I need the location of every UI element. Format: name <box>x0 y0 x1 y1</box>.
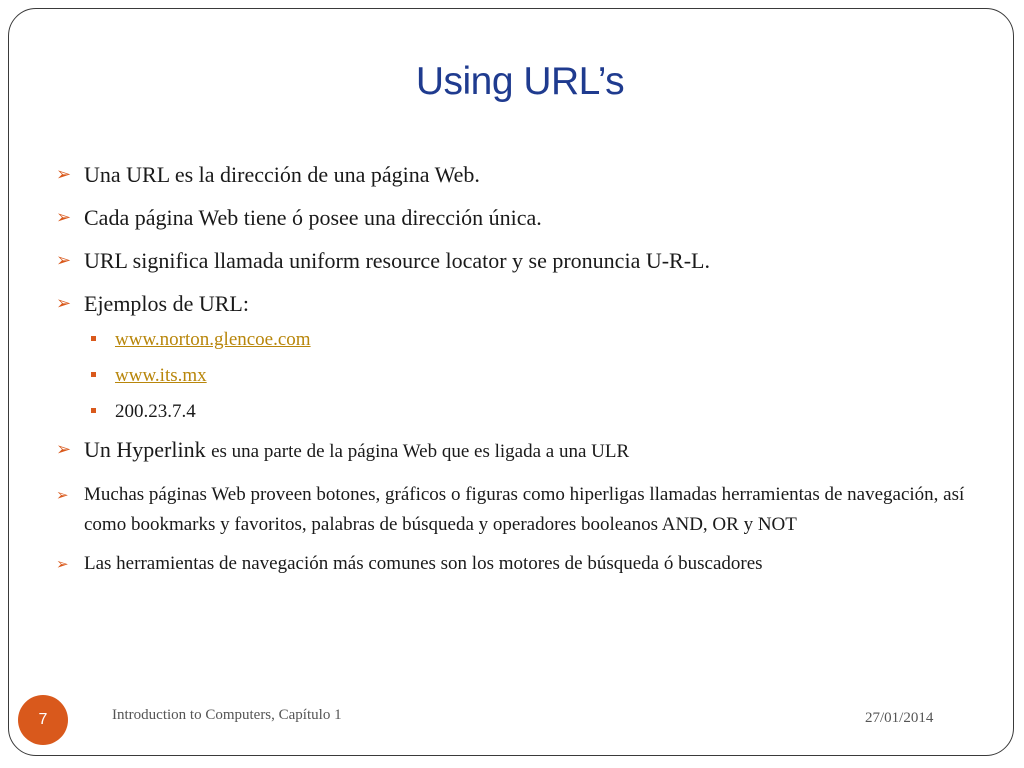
bullet-item-navigation <box>56 480 996 540</box>
example-url-link-norton[interactable]: www.norton.glencoe.com <box>115 329 311 350</box>
sub-bullet-item <box>56 327 996 352</box>
arrow-bullet-icon: ➢ <box>56 250 72 271</box>
footer-date: 27/01/2014 <box>865 710 934 726</box>
bullet-item <box>56 160 996 190</box>
arrow-bullet-icon: ➢ <box>56 207 72 228</box>
sub-bullet-item <box>56 363 996 388</box>
bullet-text: Muchas páginas Web proveen botones, gráficos o figuras como hiperligas llamadas herramientas de navegación, así como bookmarks y favoritos, palabras de búsqueda y operadores booleanos AND, OR y NOT <box>84 484 965 535</box>
bullet-item-hyperlink <box>56 435 996 467</box>
arrow-bullet-icon: ➢ <box>56 555 69 573</box>
square-bullet-icon <box>91 372 96 377</box>
bullet-text: Cada página Web tiene ó posee una dirección única. <box>84 205 542 230</box>
url-examples-list <box>56 327 996 424</box>
bullet-item <box>56 289 996 319</box>
arrow-bullet-icon: ➢ <box>56 486 69 504</box>
bullet-text: Una URL es la dirección de una página Web. <box>84 162 480 187</box>
example-ip-address: 200.23.7.4 <box>115 401 196 422</box>
bullet-item-search-engines <box>56 549 996 579</box>
footer-course: Introduction to Computers, Capítulo 1 <box>112 707 342 723</box>
slide-title: Using URL’s <box>415 60 625 103</box>
square-bullet-icon <box>91 336 96 341</box>
sub-bullet-item <box>56 399 996 424</box>
hyperlink-definition: es una parte de la página Web que es ligada a una ULR <box>211 441 630 462</box>
bullet-text: URL significa llamada uniform resource locator y se pronuncia U-R-L. <box>84 248 710 273</box>
square-bullet-icon <box>91 408 96 413</box>
example-url-link-its[interactable]: www.its.mx <box>115 365 207 386</box>
arrow-bullet-icon: ➢ <box>56 293 72 314</box>
arrow-bullet-icon: ➢ <box>56 439 72 460</box>
arrow-bullet-icon: ➢ <box>56 164 72 185</box>
bullet-item <box>56 246 996 276</box>
page-number-badge: 7 <box>18 695 68 745</box>
hyperlink-term: Un Hyperlink <box>84 437 206 462</box>
bullet-list <box>56 160 996 588</box>
bullet-text: Ejemplos de URL: <box>84 291 249 316</box>
bullet-text: Las herramientas de navegación más comunes son los motores de búsqueda ó buscadores <box>84 553 763 574</box>
bullet-item <box>56 203 996 233</box>
